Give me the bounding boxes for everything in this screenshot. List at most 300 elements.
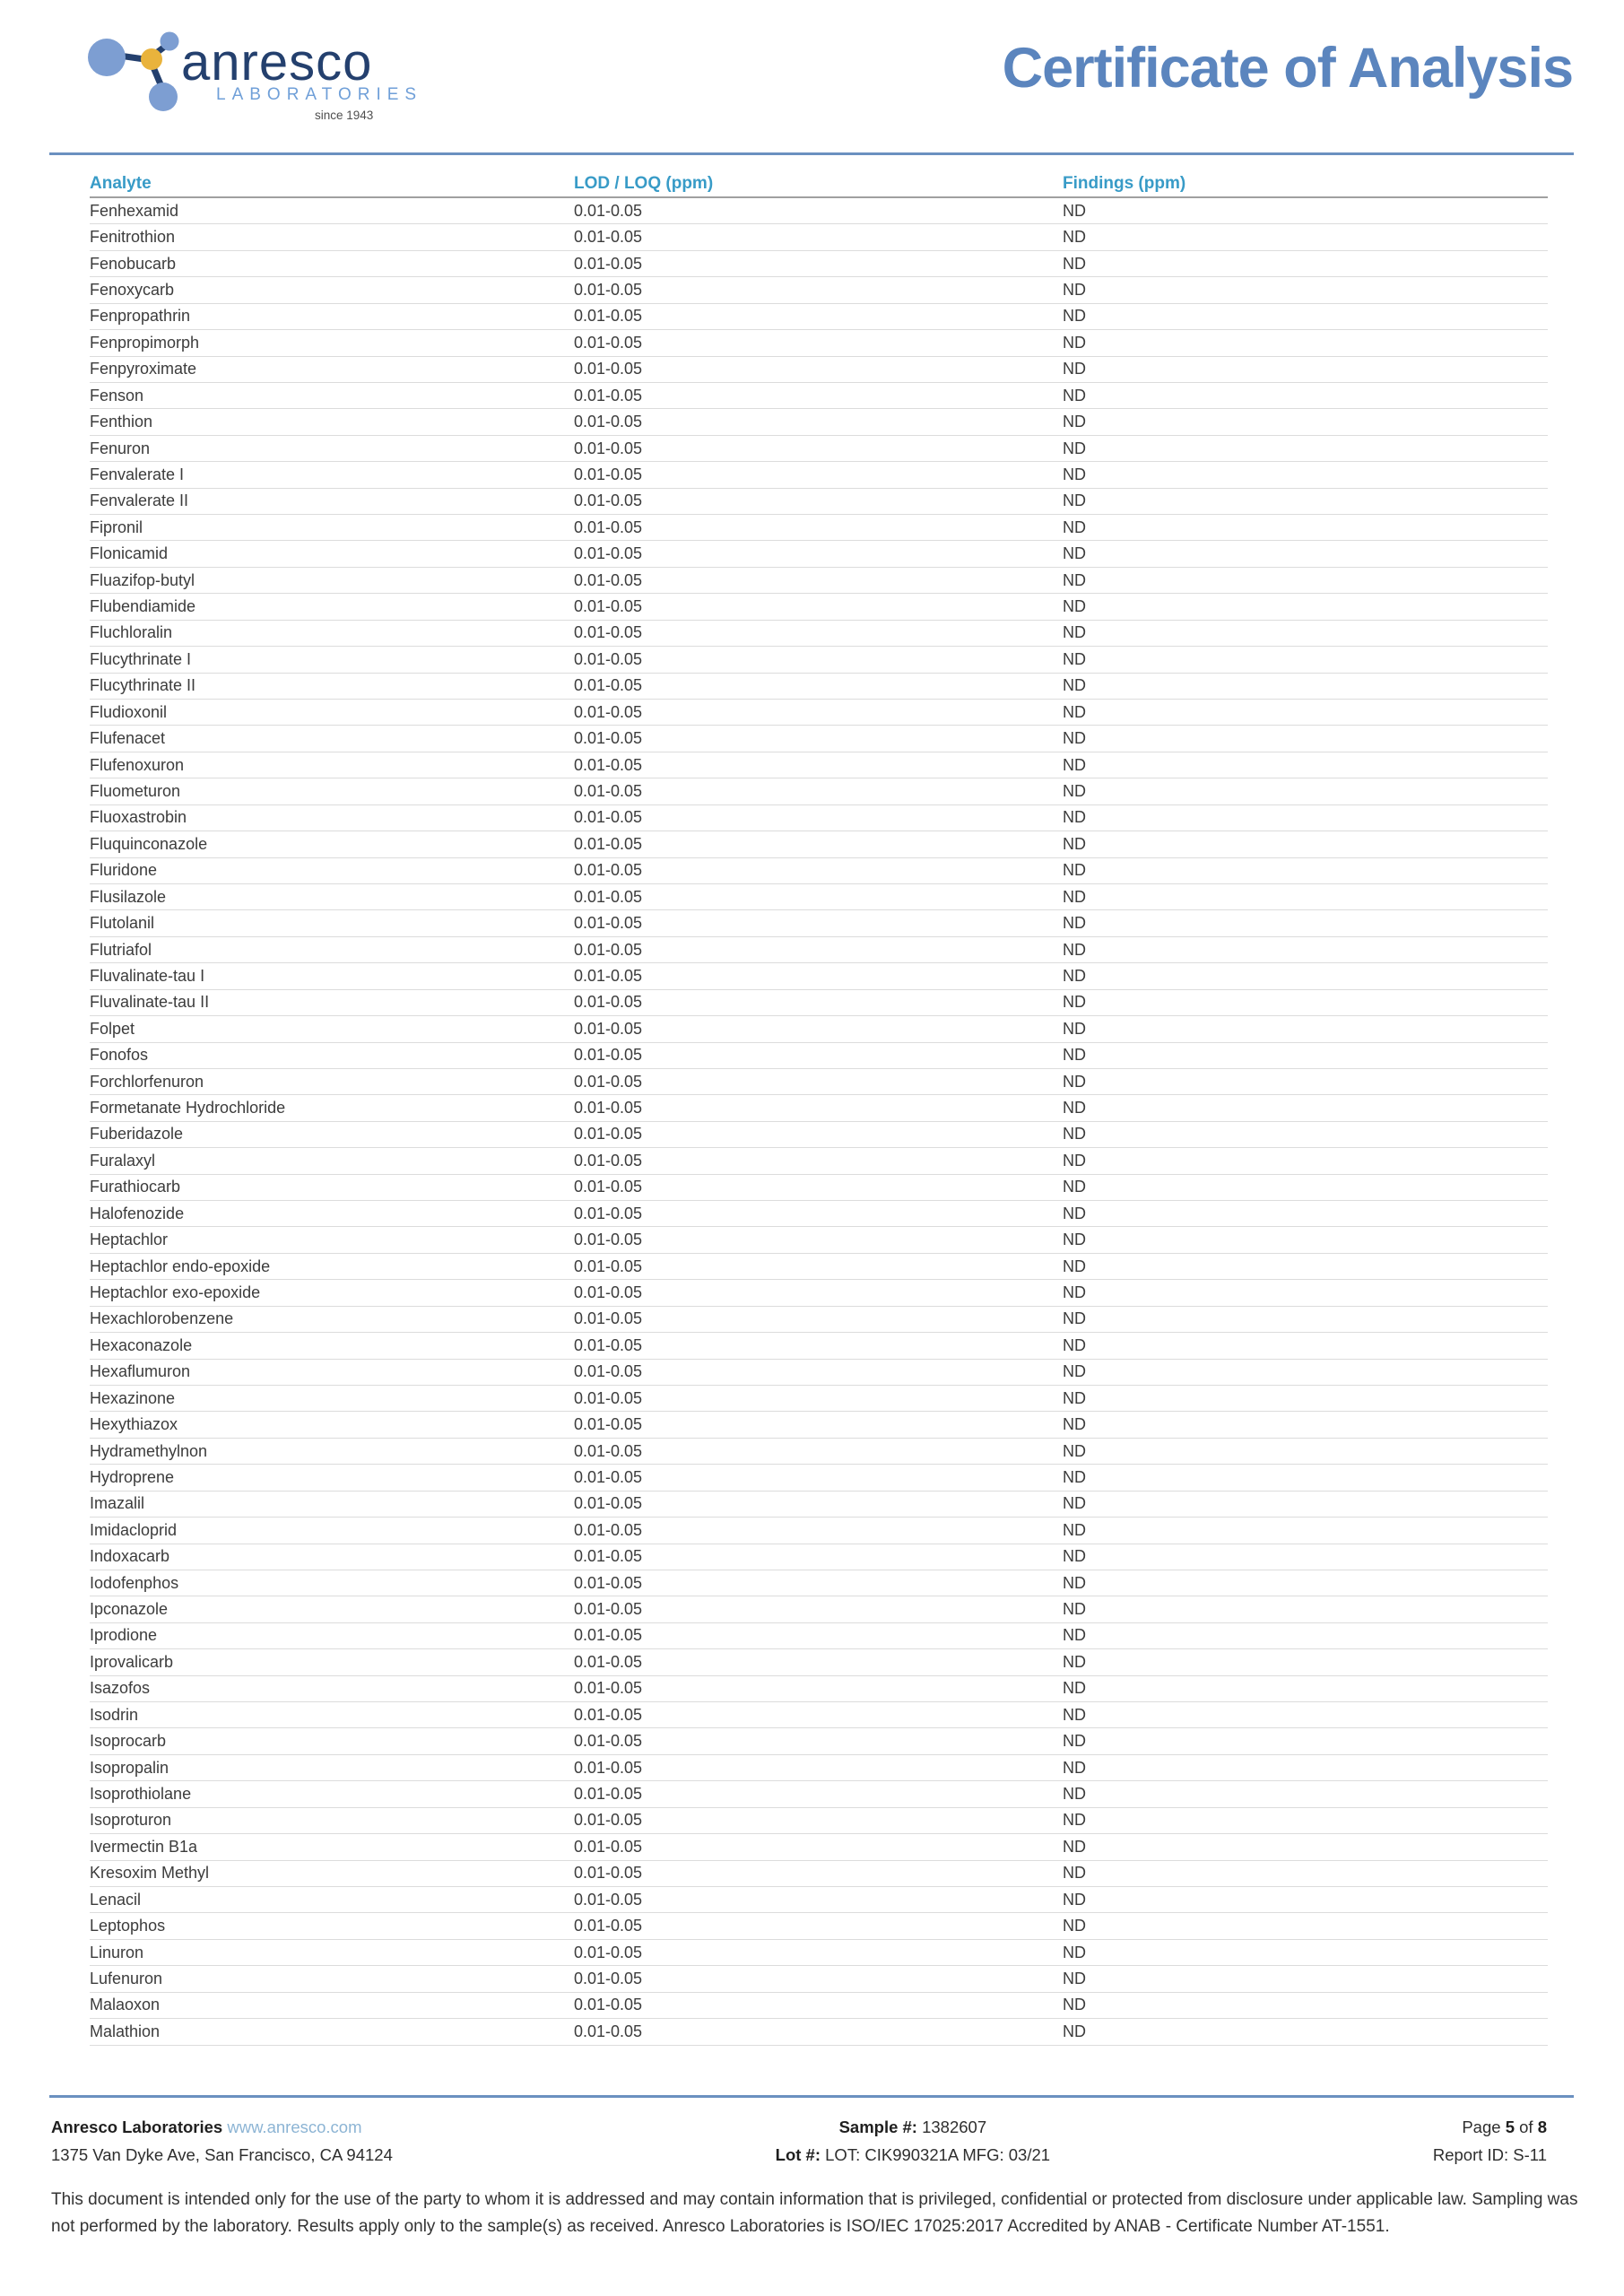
footer-page-block	[1433, 2113, 1547, 2169]
lod-loq-cell: 0.01-0.05	[574, 966, 643, 985]
lod-loq-cell: 0.01-0.05	[574, 702, 643, 721]
lod-loq-cell: 0.01-0.05	[574, 1151, 643, 1170]
analyte-cell: Isoprocarb	[90, 1732, 167, 1751]
table-row	[90, 1360, 1548, 1386]
table-row	[90, 1148, 1548, 1174]
lod-loq-cell: 0.01-0.05	[574, 544, 643, 563]
analyte-cell: Malathion	[90, 2022, 161, 2040]
lod-loq-cell: 0.01-0.05	[574, 755, 643, 774]
analyte-cell: Hydroprene	[90, 1467, 175, 1486]
lod-loq-cell: 0.01-0.05	[574, 1520, 643, 1539]
page-word: Page	[1462, 2118, 1501, 2136]
sample-number-label: Sample #:	[838, 2118, 917, 2136]
lod-loq-cell: 0.01-0.05	[574, 201, 643, 220]
analyte-cell: Flufenacet	[90, 729, 166, 748]
analyte-cell: Flusilazole	[90, 887, 167, 906]
findings-cell: ND	[1063, 1785, 1086, 1804]
findings-cell: ND	[1063, 1019, 1086, 1038]
lod-loq-cell: 0.01-0.05	[574, 1178, 643, 1196]
column-header-findings: Findings (ppm)	[1063, 173, 1186, 193]
findings-cell: ND	[1063, 966, 1086, 985]
brand-tagline: since 1943	[315, 109, 374, 122]
table-row	[90, 1412, 1548, 1438]
table-row	[90, 1993, 1548, 2019]
page-number: 5	[1505, 2118, 1515, 2136]
table-row	[90, 1254, 1548, 1280]
table-row	[90, 831, 1548, 857]
analyte-cell: Heptachlor	[90, 1231, 169, 1249]
footer-website-link[interactable]: www.anresco.com	[227, 2118, 362, 2136]
lod-loq-cell: 0.01-0.05	[574, 1547, 643, 1566]
lod-loq-cell: 0.01-0.05	[574, 597, 643, 616]
findings-cell: ND	[1063, 1151, 1086, 1170]
analyte-cell: Flucythrinate II	[90, 676, 196, 695]
table-row	[90, 1544, 1548, 1570]
table-row	[90, 1069, 1548, 1095]
lod-loq-cell: 0.01-0.05	[574, 1626, 643, 1645]
analyte-cell: Flutriafol	[90, 940, 152, 959]
analyte-cell: Iodofenphos	[90, 1573, 179, 1592]
analyte-cell: Fludioxonil	[90, 702, 168, 721]
table-row	[90, 1095, 1548, 1121]
table-row	[90, 224, 1548, 250]
findings-cell: ND	[1063, 834, 1086, 853]
footer-company-block	[51, 2113, 393, 2169]
analyte-cell: Fenoxycarb	[90, 280, 175, 299]
lod-loq-cell: 0.01-0.05	[574, 2022, 643, 2040]
header-divider	[49, 152, 1574, 155]
lod-loq-cell: 0.01-0.05	[574, 465, 643, 483]
page-title: Certificate of Analysis	[1002, 37, 1573, 100]
findings-cell: ND	[1063, 1467, 1086, 1486]
analyte-cell: Fonofos	[90, 1046, 149, 1065]
analyte-cell: Fluoxastrobin	[90, 808, 187, 827]
findings-cell: ND	[1063, 413, 1086, 431]
table-row	[90, 198, 1548, 224]
table-row	[90, 1518, 1548, 1544]
findings-cell: ND	[1063, 228, 1086, 247]
analyte-cell: Fenuron	[90, 439, 151, 457]
table-row	[90, 1492, 1548, 1518]
lod-loq-cell: 0.01-0.05	[574, 228, 643, 247]
lod-loq-cell: 0.01-0.05	[574, 360, 643, 378]
analyte-cell: Indoxacarb	[90, 1547, 170, 1566]
lod-loq-cell: 0.01-0.05	[574, 1125, 643, 1144]
findings-cell: ND	[1063, 1758, 1086, 1777]
lod-loq-cell: 0.01-0.05	[574, 1732, 643, 1751]
anresco-logo	[49, 13, 444, 130]
table-header-row	[90, 170, 1548, 198]
analyte-cell: Isopropalin	[90, 1758, 169, 1777]
lod-loq-cell: 0.01-0.05	[574, 993, 643, 1012]
lod-loq-cell: 0.01-0.05	[574, 1099, 643, 1118]
footer-sample-block	[776, 2113, 1050, 2169]
analyte-cell: Halofenozide	[90, 1204, 185, 1222]
findings-cell: ND	[1063, 491, 1086, 510]
page-total: 8	[1537, 2118, 1547, 2136]
analyte-cell: Forchlorfenuron	[90, 1072, 204, 1091]
column-header-lod-loq: LOD / LOQ (ppm)	[574, 173, 714, 193]
analyte-cell: Fenvalerate I	[90, 465, 185, 483]
table-row	[90, 304, 1548, 330]
analyte-cell: Linuron	[90, 1943, 144, 1961]
analyte-cell: Imidacloprid	[90, 1520, 178, 1539]
lod-loq-cell: 0.01-0.05	[574, 861, 643, 880]
table-row	[90, 1940, 1548, 1966]
lod-loq-cell: 0.01-0.05	[574, 1335, 643, 1354]
lod-loq-cell: 0.01-0.05	[574, 1705, 643, 1724]
findings-cell: ND	[1063, 1917, 1086, 1935]
findings-cell: ND	[1063, 1732, 1086, 1751]
table-row	[90, 462, 1548, 488]
lod-loq-cell: 0.01-0.05	[574, 1573, 643, 1592]
analyte-cell: Leptophos	[90, 1917, 166, 1935]
findings-cell: ND	[1063, 1547, 1086, 1566]
findings-cell: ND	[1063, 676, 1086, 695]
lod-loq-cell: 0.01-0.05	[574, 1019, 643, 1038]
findings-cell: ND	[1063, 1573, 1086, 1592]
table-row	[90, 1333, 1548, 1359]
findings-cell: ND	[1063, 808, 1086, 827]
table-row	[90, 277, 1548, 303]
lod-loq-cell: 0.01-0.05	[574, 1494, 643, 1513]
table-row	[90, 1227, 1548, 1253]
findings-cell: ND	[1063, 1099, 1086, 1118]
column-header-analyte: Analyte	[90, 173, 152, 193]
analyte-cell: Flucythrinate I	[90, 649, 192, 668]
table-row	[90, 1808, 1548, 1834]
findings-cell: ND	[1063, 254, 1086, 273]
findings-cell: ND	[1063, 1125, 1086, 1144]
analyte-cell: Fenpyroximate	[90, 360, 197, 378]
table-row	[90, 937, 1548, 963]
analyte-cell: Fluvalinate-tau II	[90, 993, 210, 1012]
analyte-cell: Lufenuron	[90, 1969, 163, 1987]
analyte-cell: Fenpropathrin	[90, 307, 191, 326]
table-body	[90, 198, 1548, 2046]
lod-loq-cell: 0.01-0.05	[574, 1362, 643, 1381]
analyte-cell: Lenacil	[90, 1890, 142, 1909]
findings-cell: ND	[1063, 1283, 1086, 1301]
table-row	[90, 1913, 1548, 1939]
findings-cell: ND	[1063, 755, 1086, 774]
table-row	[90, 436, 1548, 462]
findings-cell: ND	[1063, 1626, 1086, 1645]
findings-cell: ND	[1063, 729, 1086, 748]
table-row	[90, 1465, 1548, 1491]
lod-loq-cell: 0.01-0.05	[574, 1231, 643, 1249]
analyte-cell: Hydramethylnon	[90, 1441, 208, 1460]
table-row	[90, 1596, 1548, 1622]
sample-number-value: 1382607	[922, 2118, 987, 2136]
analyte-cell: Flutolanil	[90, 914, 155, 933]
table-row	[90, 1439, 1548, 1465]
table-row	[90, 752, 1548, 778]
table-row	[90, 1887, 1548, 1913]
findings-cell: ND	[1063, 649, 1086, 668]
table-row	[90, 383, 1548, 409]
analyte-cell: Iprovalicarb	[90, 1652, 174, 1671]
analyte-cell: Fluchloralin	[90, 623, 173, 642]
lod-loq-cell: 0.01-0.05	[574, 1072, 643, 1091]
footer-company-name: Anresco Laboratories	[51, 2118, 223, 2136]
lod-loq-cell: 0.01-0.05	[574, 1204, 643, 1222]
table-row	[90, 1623, 1548, 1649]
report-id: Report ID: S-11	[1432, 2145, 1547, 2164]
findings-cell: ND	[1063, 1231, 1086, 1249]
lod-loq-cell: 0.01-0.05	[574, 254, 643, 273]
analyte-cell: Furalaxyl	[90, 1151, 156, 1170]
lod-loq-cell: 0.01-0.05	[574, 781, 643, 800]
table-row	[90, 2019, 1548, 2045]
molecule-icon	[49, 13, 184, 130]
table-row	[90, 1201, 1548, 1227]
findings-cell: ND	[1063, 333, 1086, 352]
lod-loq-cell: 0.01-0.05	[574, 1811, 643, 1830]
table-row	[90, 251, 1548, 277]
table-row	[90, 541, 1548, 567]
disclaimer-text: This document is intended only for the use of the party to whom it is addressed and may contain information that is privileged, confidential or protected from disclosure under applicable law. Sampling was not performed by the laboratory. Results apply only to the sample(s) as received. Anresco Laboratories is ISO/IEC 17025:2017 Accredited by ANAB - Certificate Number AT-1551.	[51, 2190, 1578, 2236]
lod-loq-cell: 0.01-0.05	[574, 1600, 643, 1619]
analyte-cell: Formetanate Hydrochloride	[90, 1099, 286, 1118]
analyte-cell: Fenpropimorph	[90, 333, 200, 352]
table-row	[90, 1175, 1548, 1201]
lod-loq-cell: 0.01-0.05	[574, 676, 643, 695]
findings-cell: ND	[1063, 940, 1086, 959]
analyte-table	[90, 170, 1548, 2046]
table-row	[90, 805, 1548, 831]
findings-cell: ND	[1063, 1943, 1086, 1961]
findings-cell: ND	[1063, 1811, 1086, 1830]
findings-cell: ND	[1063, 1494, 1086, 1513]
table-row	[90, 330, 1548, 356]
table-row	[90, 515, 1548, 541]
lod-loq-cell: 0.01-0.05	[574, 834, 643, 853]
lod-loq-cell: 0.01-0.05	[574, 1864, 643, 1883]
lod-loq-cell: 0.01-0.05	[574, 280, 643, 299]
table-row	[90, 621, 1548, 647]
analyte-cell: Folpet	[90, 1019, 135, 1038]
page-indicator	[1433, 2113, 1547, 2141]
table-row	[90, 1016, 1548, 1042]
table-row	[90, 963, 1548, 989]
lod-loq-cell: 0.01-0.05	[574, 439, 643, 457]
findings-cell: ND	[1063, 439, 1086, 457]
lod-loq-cell: 0.01-0.05	[574, 491, 643, 510]
analyte-cell: Fenobucarb	[90, 254, 177, 273]
findings-cell: ND	[1063, 781, 1086, 800]
findings-cell: ND	[1063, 465, 1086, 483]
table-row	[90, 1676, 1548, 1702]
lod-loq-cell: 0.01-0.05	[574, 1046, 643, 1065]
analyte-cell: Fluridone	[90, 861, 158, 880]
findings-cell: ND	[1063, 517, 1086, 536]
table-row	[90, 990, 1548, 1016]
lod-loq-cell: 0.01-0.05	[574, 1388, 643, 1407]
analyte-cell: Fipronil	[90, 517, 143, 536]
table-row	[90, 1781, 1548, 1807]
findings-cell: ND	[1063, 1309, 1086, 1328]
analyte-cell: Hexaflumuron	[90, 1362, 191, 1381]
lod-loq-cell: 0.01-0.05	[574, 649, 643, 668]
lot-number-value: LOT: CIK990321A MFG: 03/21	[825, 2145, 1051, 2164]
table-row	[90, 910, 1548, 936]
findings-cell: ND	[1063, 1441, 1086, 1460]
lod-loq-cell: 0.01-0.05	[574, 1257, 643, 1275]
findings-cell: ND	[1063, 1257, 1086, 1275]
findings-cell: ND	[1063, 1362, 1086, 1381]
lod-loq-cell: 0.01-0.05	[574, 1467, 643, 1486]
findings-cell: ND	[1063, 1652, 1086, 1671]
analyte-cell: Fenvalerate II	[90, 491, 189, 510]
lod-loq-cell: 0.01-0.05	[574, 887, 643, 906]
lod-loq-cell: 0.01-0.05	[574, 1679, 643, 1698]
footer-address: 1375 Van Dyke Ave, San Francisco, CA 94124	[51, 2145, 393, 2164]
table-row	[90, 1307, 1548, 1333]
findings-cell: ND	[1063, 702, 1086, 721]
lot-number-label: Lot #:	[775, 2145, 821, 2164]
findings-cell: ND	[1063, 2022, 1086, 2040]
findings-cell: ND	[1063, 1837, 1086, 1856]
table-row	[90, 1386, 1548, 1412]
lod-loq-cell: 0.01-0.05	[574, 570, 643, 589]
analyte-cell: Heptachlor exo-epoxide	[90, 1283, 261, 1301]
table-row	[90, 1043, 1548, 1069]
findings-cell: ND	[1063, 1996, 1086, 2014]
analyte-cell: Isoprothiolane	[90, 1785, 192, 1804]
findings-cell: ND	[1063, 1204, 1086, 1222]
lod-loq-cell: 0.01-0.05	[574, 1652, 643, 1671]
analyte-cell: Isazofos	[90, 1679, 151, 1698]
findings-cell: ND	[1063, 1864, 1086, 1883]
findings-cell: ND	[1063, 1520, 1086, 1539]
analyte-cell: Fluometuron	[90, 781, 181, 800]
table-row	[90, 1966, 1548, 1992]
analyte-cell: Flufenoxuron	[90, 755, 185, 774]
analyte-cell: Fenhexamid	[90, 201, 179, 220]
lod-loq-cell: 0.01-0.05	[574, 307, 643, 326]
analyte-cell: Hexazinone	[90, 1388, 176, 1407]
lod-loq-cell: 0.01-0.05	[574, 1943, 643, 1961]
table-row	[90, 1728, 1548, 1754]
analyte-cell: Imazalil	[90, 1494, 145, 1513]
lod-loq-cell: 0.01-0.05	[574, 413, 643, 431]
analyte-cell: Heptachlor endo-epoxide	[90, 1257, 271, 1275]
table-row	[90, 778, 1548, 804]
analyte-cell: Ipconazole	[90, 1600, 169, 1619]
table-row	[90, 700, 1548, 726]
brand-subtitle: LABORATORIES	[216, 85, 423, 104]
findings-cell: ND	[1063, 1415, 1086, 1434]
lod-loq-cell: 0.01-0.05	[574, 1283, 643, 1301]
lod-loq-cell: 0.01-0.05	[574, 1785, 643, 1804]
findings-cell: ND	[1063, 887, 1086, 906]
findings-cell: ND	[1063, 544, 1086, 563]
analyte-cell: Hexythiazox	[90, 1415, 178, 1434]
analyte-cell: Fenthion	[90, 413, 153, 431]
findings-cell: ND	[1063, 386, 1086, 404]
analyte-cell: Flonicamid	[90, 544, 169, 563]
findings-cell: ND	[1063, 1178, 1086, 1196]
brand-name: anresco	[181, 33, 373, 91]
analyte-cell: Isodrin	[90, 1705, 139, 1724]
analyte-cell: Fluvalinate-tau I	[90, 966, 205, 985]
findings-cell: ND	[1063, 1046, 1086, 1065]
table-row	[90, 1702, 1548, 1728]
table-row	[90, 1861, 1548, 1887]
lod-loq-cell: 0.01-0.05	[574, 623, 643, 642]
lod-loq-cell: 0.01-0.05	[574, 1309, 643, 1328]
findings-cell: ND	[1063, 861, 1086, 880]
findings-cell: ND	[1063, 1890, 1086, 1909]
analyte-cell: Fluazifop-butyl	[90, 570, 195, 589]
lod-loq-cell: 0.01-0.05	[574, 386, 643, 404]
lod-loq-cell: 0.01-0.05	[574, 914, 643, 933]
table-row	[90, 1649, 1548, 1675]
analyte-cell: Isoproturon	[90, 1811, 172, 1830]
of-word: of	[1519, 2118, 1533, 2136]
lod-loq-cell: 0.01-0.05	[574, 1837, 643, 1856]
table-row	[90, 357, 1548, 383]
table-row	[90, 1570, 1548, 1596]
lod-loq-cell: 0.01-0.05	[574, 1415, 643, 1434]
lod-loq-cell: 0.01-0.05	[574, 808, 643, 827]
table-row	[90, 1834, 1548, 1860]
findings-cell: ND	[1063, 1600, 1086, 1619]
analyte-cell: Furathiocarb	[90, 1178, 181, 1196]
lod-loq-cell: 0.01-0.05	[574, 333, 643, 352]
lod-loq-cell: 0.01-0.05	[574, 1917, 643, 1935]
table-row	[90, 858, 1548, 884]
table-row	[90, 884, 1548, 910]
analyte-cell: Hexaconazole	[90, 1335, 193, 1354]
analyte-cell: Hexachlorobenzene	[90, 1309, 234, 1328]
table-row	[90, 409, 1548, 435]
findings-cell: ND	[1063, 570, 1086, 589]
lod-loq-cell: 0.01-0.05	[574, 1441, 643, 1460]
findings-cell: ND	[1063, 623, 1086, 642]
lod-loq-cell: 0.01-0.05	[574, 1758, 643, 1777]
analyte-cell: Malaoxon	[90, 1996, 161, 2014]
table-row	[90, 726, 1548, 752]
table-row	[90, 489, 1548, 515]
analyte-cell: Fluquinconazole	[90, 834, 208, 853]
table-row	[90, 1280, 1548, 1306]
findings-cell: ND	[1063, 914, 1086, 933]
findings-cell: ND	[1063, 280, 1086, 299]
lod-loq-cell: 0.01-0.05	[574, 1890, 643, 1909]
table-row	[90, 1122, 1548, 1148]
footer-divider	[49, 2095, 1574, 2098]
analyte-cell: Fenitrothion	[90, 228, 176, 247]
table-row	[90, 647, 1548, 673]
findings-cell: ND	[1063, 993, 1086, 1012]
analyte-cell: Ivermectin B1a	[90, 1837, 198, 1856]
analyte-cell: Fenson	[90, 386, 144, 404]
findings-cell: ND	[1063, 360, 1086, 378]
footer	[51, 2113, 1547, 2169]
lod-loq-cell: 0.01-0.05	[574, 517, 643, 536]
lod-loq-cell: 0.01-0.05	[574, 1996, 643, 2014]
findings-cell: ND	[1063, 1335, 1086, 1354]
lod-loq-cell: 0.01-0.05	[574, 1969, 643, 1987]
table-row	[90, 594, 1548, 620]
lod-loq-cell: 0.01-0.05	[574, 729, 643, 748]
findings-cell: ND	[1063, 307, 1086, 326]
table-row	[90, 674, 1548, 700]
findings-cell: ND	[1063, 597, 1086, 616]
analyte-cell: Iprodione	[90, 1626, 158, 1645]
